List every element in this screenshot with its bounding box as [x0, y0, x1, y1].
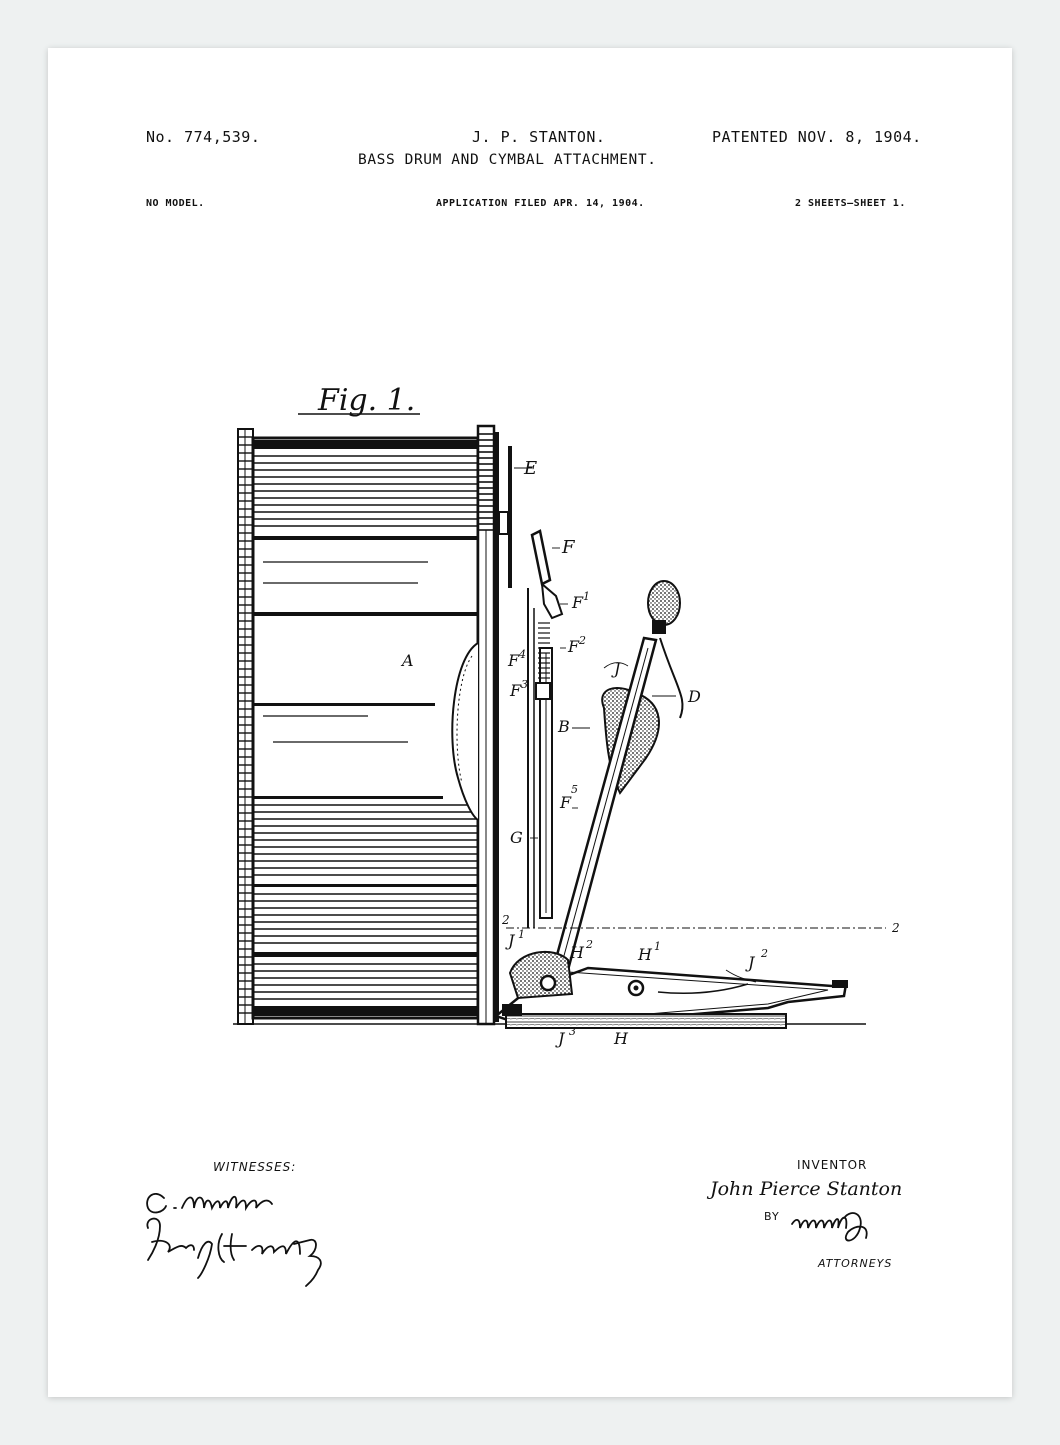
by-label: BY [764, 1210, 780, 1223]
patent-sheet [48, 48, 1012, 1397]
label-d: D [688, 687, 701, 706]
application-filed: APPLICATION FILED APR. 14, 1904. [436, 198, 645, 209]
label-f4: F [508, 651, 520, 670]
patent-number: No. 774,539. [146, 128, 261, 146]
svg-text:Fig. 1.: Fig. 1. [318, 383, 416, 418]
label-j3: J [558, 1029, 565, 1048]
no-model-note: NO MODEL. [146, 198, 205, 209]
label-b: B [558, 717, 570, 736]
svg-text:2: 2 [579, 634, 586, 647]
label-j1: J [508, 931, 515, 950]
label-j2: J [748, 953, 755, 972]
sheet-count: 2 SHEETS—SHEET 1. [795, 198, 906, 209]
witnesses-label: WITNESSES: [213, 1160, 297, 1174]
svg-text:1: 1 [518, 928, 525, 941]
svg-text:1: 1 [583, 590, 590, 603]
witness-signature-1 [147, 1194, 272, 1213]
svg-text:2: 2 [586, 938, 593, 951]
label-section-left: 2 [502, 913, 510, 927]
svg-text:4: 4 [519, 648, 526, 661]
label-f: F [562, 537, 575, 558]
label-section-right: 2 [892, 921, 900, 935]
svg-text:3: 3 [569, 1025, 576, 1038]
svg-text:5: 5 [571, 783, 578, 796]
label-e: E [524, 458, 538, 479]
svg-text:3: 3 [521, 678, 528, 691]
inventor-signature: John Pierce Stanton [710, 1178, 903, 1200]
label-h: H [614, 1029, 628, 1048]
label-f1: F [572, 593, 584, 612]
label-a: A [402, 651, 414, 670]
label-f5: F [560, 793, 572, 812]
attorneys-label: ATTORNEYS [818, 1257, 893, 1270]
label-f2: F [568, 637, 580, 656]
witness-signature-2 [147, 1219, 320, 1286]
label-g: G [510, 828, 523, 847]
attorney-signature [792, 1213, 867, 1241]
svg-text:2: 2 [761, 947, 768, 960]
label-h2: H [570, 943, 584, 962]
handwritten-signatures [48, 48, 1012, 1397]
patent-date: PATENTED NOV. 8, 1904. [712, 128, 922, 146]
inventor-label: INVENTOR [797, 1158, 868, 1172]
label-h1: H [638, 945, 652, 964]
svg-text:1: 1 [654, 940, 661, 953]
label-f3: F [510, 681, 522, 700]
label-j: J [614, 659, 621, 678]
inventor-header: J. P. STANTON. [472, 128, 606, 146]
patent-title: BASS DRUM AND CYMBAL ATTACHMENT. [358, 152, 657, 168]
